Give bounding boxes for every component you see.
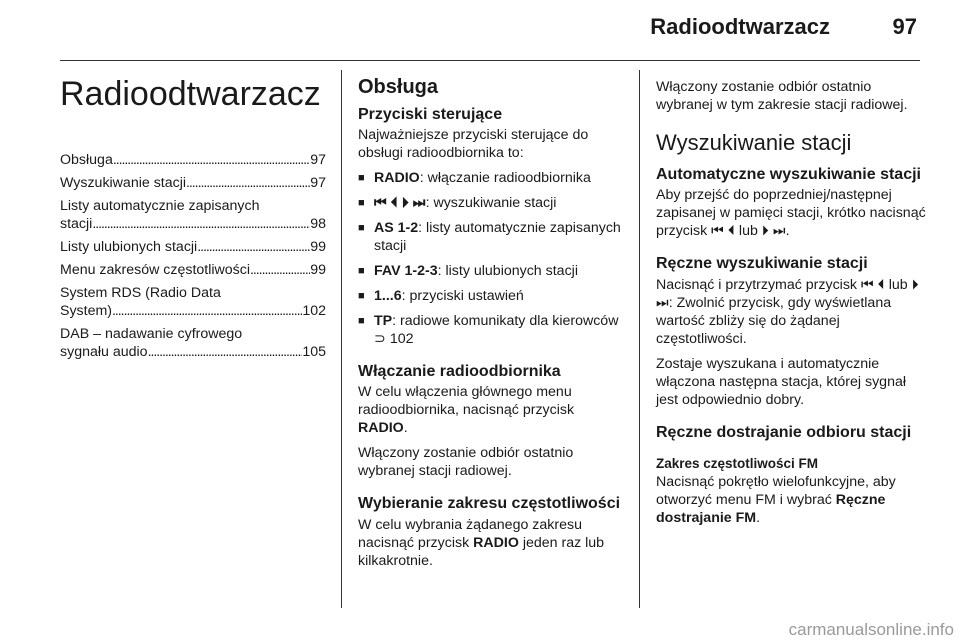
subheading-przyciski: Przyciski sterujące bbox=[358, 106, 503, 123]
toc-entry-title: System) bbox=[60, 302, 113, 319]
subheading-wlaczanie: Włączanie radioodbiornika bbox=[358, 363, 561, 381]
paragraph-fm: Nacisnąć pokrętło wielofunkcyjne, aby otworzyć menu FM i wybrać Ręczne dostrajanie FM. bbox=[656, 473, 896, 526]
list-item: ■ 1...6: przyciski ustawień bbox=[358, 287, 622, 305]
list-item: ■ ⏮ ⏴ ⏵ ⏭: wyszukiwanie stacji bbox=[358, 194, 622, 212]
subheading-auto: Automatyczne wyszukiwanie stacji bbox=[656, 166, 921, 184]
subheading-dostrajanie: Ręczne dostrajanie odbioru stacji bbox=[656, 423, 912, 441]
column-divider-right bbox=[639, 70, 640, 608]
toc-leader-dots bbox=[197, 238, 310, 256]
toc-leader-dots bbox=[148, 343, 303, 361]
subheading-fm: Zakres częstotliwości FM bbox=[656, 455, 819, 471]
section-heading-wyszukiwanie: Wyszukiwanie stacji bbox=[656, 130, 852, 155]
toc-entry-page: 99 bbox=[310, 261, 326, 278]
column-divider-left bbox=[341, 70, 342, 608]
subheading-reczne: Ręczne wyszukiwanie stacji bbox=[656, 255, 868, 273]
paragraph-continued: Włączony zostanie odbiór ostatnio wybranej w tym zakresie stacji radiowej. bbox=[656, 79, 908, 113]
running-header-title: Radioodtwarzacz bbox=[650, 14, 830, 39]
paragraph-wlaczanie-2: Włączony zostanie odbiór ostatnio wybranej stacji radiowej. bbox=[358, 445, 574, 480]
toc-entry-title-line: DAB – nadawanie cyfrowego bbox=[60, 325, 243, 342]
list-item: ■ TP: radiowe komunikaty dla kierowców ⊃ 102 bbox=[358, 312, 622, 348]
toc-entry-title: Wyszukiwanie stacji bbox=[60, 174, 187, 191]
toc-entry[interactable] bbox=[60, 238, 326, 256]
toc-column bbox=[60, 70, 326, 366]
toc-entry-title: Menu zakresów częstotliwości bbox=[60, 261, 251, 278]
toc-entry-page: 99 bbox=[310, 238, 326, 255]
toc-leader-dots bbox=[250, 261, 310, 279]
toc-entry[interactable] bbox=[60, 151, 326, 169]
toc-entry-title: stacji bbox=[60, 215, 93, 232]
subheading-zakres: Wybieranie zakresu częstotliwości bbox=[358, 495, 621, 513]
paragraph-reczne-2: Zostaje wyszukana i automatycznie włączona następna stacja, której sygnał jest odpowiednio dobry. bbox=[656, 355, 906, 408]
paragraph-intro: Najważniejsze przyciski sterujące do obsługi radioodbiornika to: bbox=[358, 127, 589, 162]
toc-leader-dots bbox=[92, 215, 310, 233]
watermark: carmanualsonline.info bbox=[788, 620, 954, 639]
toc-entry[interactable] bbox=[60, 261, 326, 279]
toc-leader-dots bbox=[112, 302, 302, 320]
toc-entry-title-line: System RDS (Radio Data bbox=[60, 284, 221, 301]
content-column-middle bbox=[358, 70, 622, 577]
toc-entry[interactable] bbox=[60, 197, 326, 233]
control-buttons-list bbox=[358, 169, 622, 348]
header-rule bbox=[60, 60, 920, 61]
paragraph-zakres: W celu wybrania żądanego zakresu nacisnąć przycisk RADIO jeden raz lub kilkakrotnie. bbox=[358, 516, 605, 569]
toc-entry-page: 98 bbox=[310, 215, 326, 232]
table-of-contents bbox=[60, 151, 326, 361]
toc-entry-page: 97 bbox=[310, 174, 326, 191]
toc-entry[interactable] bbox=[60, 284, 326, 320]
list-item: ■ FAV 1-2-3: listy ulubionych stacji bbox=[358, 262, 622, 280]
list-item: ■ RADIO: włączanie radioodbiornika bbox=[358, 169, 622, 187]
toc-entry-title: Listy ulubionych stacji bbox=[60, 238, 198, 255]
toc-entry-title: Obsługa bbox=[60, 151, 113, 168]
toc-leader-dots bbox=[113, 151, 310, 169]
toc-entry[interactable] bbox=[60, 325, 326, 361]
toc-entry-title: sygnału audio bbox=[60, 343, 148, 360]
content-column-right bbox=[656, 70, 926, 534]
toc-entry-title-line: Listy automatycznie zapisanych bbox=[60, 197, 260, 214]
paragraph-wlaczanie-1: W celu włączenia głównego menu radioodbiornika, nacisnąć przycisk RADIO. bbox=[358, 384, 575, 437]
toc-entry[interactable] bbox=[60, 174, 326, 192]
toc-leader-dots bbox=[186, 174, 310, 192]
toc-entry-page: 105 bbox=[302, 343, 326, 360]
chapter-title: Radioodtwarzacz bbox=[60, 75, 321, 113]
paragraph-auto: Aby przejść do poprzedniej/następnej zapisanej w pamięci stacji, krótko nacisnąć przycisk ⏮ ⏴ lub ⏵ ⏭. bbox=[656, 187, 926, 240]
section-heading-obsluga: Obsługa bbox=[358, 76, 439, 98]
toc-entry-page: 97 bbox=[310, 151, 326, 168]
toc-entry-page: 102 bbox=[302, 302, 326, 319]
list-item: ■ AS 1-2: listy automatycznie zapisanych stacji bbox=[358, 219, 622, 255]
paragraph-reczne-1: Nacisnąć i przytrzymać przycisk ⏮ ⏴ lub ⏵ ⏭: Zwolnić przycisk, gdy wyświetlana wartość zbliży się do żądanej częstotliwości. bbox=[656, 276, 919, 347]
page-number: 97 bbox=[892, 14, 917, 39]
